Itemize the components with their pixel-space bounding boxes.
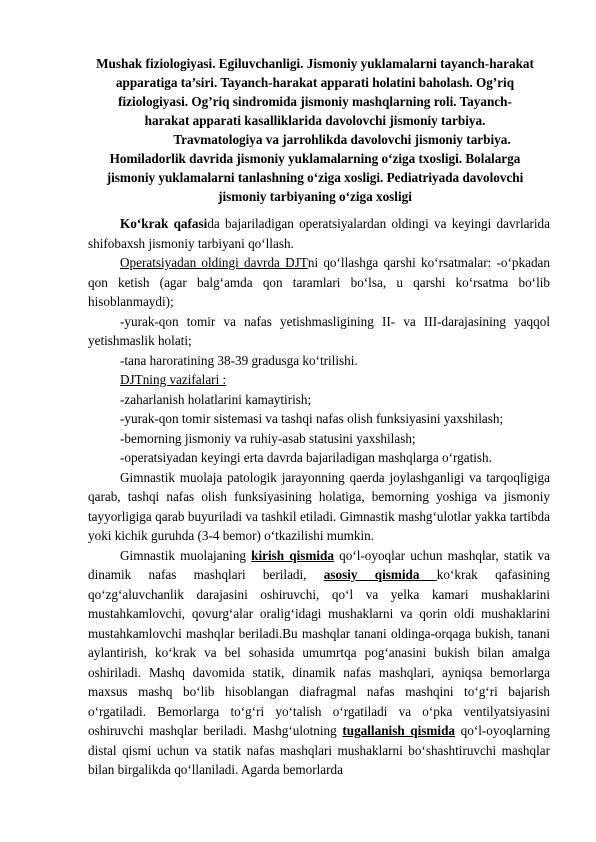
paragraph-intro [88, 214, 550, 253]
title-line: harakat apparati kasalliklarida davolovchi jismoniy tarbiya. [144, 113, 486, 128]
paragraph-text: ko‘krak qafasining qo‘zg‘aluvchanlik darajasini oshiruvchi, qo‘l va yelka kamari mushaklarini mustahkamlovchi, qovurg‘alar oralig‘idagi mushaklarni va qorin oldi mushaklarini mustahkamlovchi mashqlar beriladi.Bu mashqlar tanani oldinga-orqaga bukish, tanani aylantirish, ko‘krak va bel sohasida umumrtqa pog‘anasini bukish bilan amalga oshiriladi. Mashq davomida statik, dinamik nafas mashqlari, ayniqsa bemorlarga maxsus mashq bo‘lib hisoblangan diafragmal nafas mashqini to‘g‘ri bajarish o‘rgatiladi. Bemorlarga to‘g‘ri yo‘talish o‘rgatiladi va o‘pka ventilyatsiyasini oshiruvchi mashqlar beriladi. Mashg‘ulotning [88, 567, 550, 738]
paragraph-procedure [88, 546, 550, 780]
paragraph-gymnastics: Gimnastik muolaja patologik jarayonning qaerda joylashganligi va tarqoqligiga qarab, tashqi nafas olish funksiyasining holatiga, bemorning yoshiga va jismoniy tayyorligiga qarab buyuriladi va tashkil etiladi. Gimnastik mashg‘ulotlar yakka tartibda yoki kichik guruhda (3-4 bemor) o‘tkazilishi mumkin. [88, 469, 550, 543]
document-body [88, 214, 550, 780]
underlined-term: kirish qismida [251, 547, 334, 563]
title-line: jismoniy tarbiyaning o‘ziga xosligi [218, 189, 412, 204]
underlined-term: Operatsiyadan oldingi davrda DJT [120, 255, 308, 270]
tasks-heading-text: DJTning vazifalari : [120, 372, 227, 387]
list-item: -zaharlanish holatlarini kamaytirish; [120, 391, 312, 407]
title-line: jismoniy yuklamalarni tanlashning o‘ziga xosligi. Pediatriyada davolovchi [106, 170, 524, 185]
list-item: -yurak-qon tomir sistemasi va tashqi nafas olish funksiyasini yaxshilash; [120, 411, 504, 426]
list-item: -operatsiyadan keyingi erta davrda bajariladigan mashqlarga o‘rgatish. [120, 450, 492, 465]
title-line: Mushak fiziologiyasi. Egiluvchanligi. Jismoniy yuklamalarni tayanch-harakat [96, 56, 534, 71]
paragraph-text: da bajariladigan operatsiyalardan oldingi va keyingi davrlarida shifobaxsh jismoniy tarbiyani qo‘llash. [88, 216, 550, 251]
title-line: fiziologiyasi. Og’riq sindromida jismoniy mashqlarning roli. Tayanch- [118, 94, 512, 109]
paragraph-text: qo‘l-oyoqlarning distal qismi uchun va statik nafas mashqlari mushaklarni bo‘shashtiruvchi mashqlar bilan birgalikda qo‘llaniladi. Agarda bemorlarda [88, 723, 550, 777]
title-line: Travmatologiya va jarrohlikda davolovchi jismoniy tarbiya. [173, 132, 511, 147]
title-line: apparatiga ta’siri. Tayanch-harakat apparati holatini baholash. Og’riq [115, 75, 515, 90]
underlined-term: asosiy qismida [323, 567, 437, 582]
list-item: -bemorning jismoniy va ruhiy-asab statusini yaxshilash; [120, 430, 416, 446]
paragraph-text: ni qo‘llashga qarshi ko‘rsatmalar: -o‘pkadan qon ketish (agar balg‘amda qon taramlari bo‘lsa, u qarshi ko‘rsatma bo‘lib hisoblanmaydi); [88, 255, 550, 309]
bold-term: Ko‘krak qafasi [120, 216, 208, 231]
paragraph-text: qo‘l-oyoqlar uchun mashqlar, statik va dinamik nafas mashqlari beriladi, [88, 547, 550, 582]
document-title [80, 54, 550, 206]
underlined-term: tugallanish qismida [342, 723, 455, 738]
paragraph-contraindications [88, 253, 550, 312]
list-item: -tana haroratining 38-39 gradusga ko‘trilishi. [120, 352, 358, 368]
paragraph-text: -yurak-qon tomir va nafas yetishmasligining II- va III-darajasining yaqqol yetishmaslik holati; [88, 313, 550, 348]
paragraph-text: Gimnastik muolajaning [120, 547, 252, 563]
tasks-heading [88, 370, 550, 390]
title-line: Homiladorlik davrida jismoniy yuklamalarning o‘ziga txosligi. Bolalarga [109, 151, 521, 166]
